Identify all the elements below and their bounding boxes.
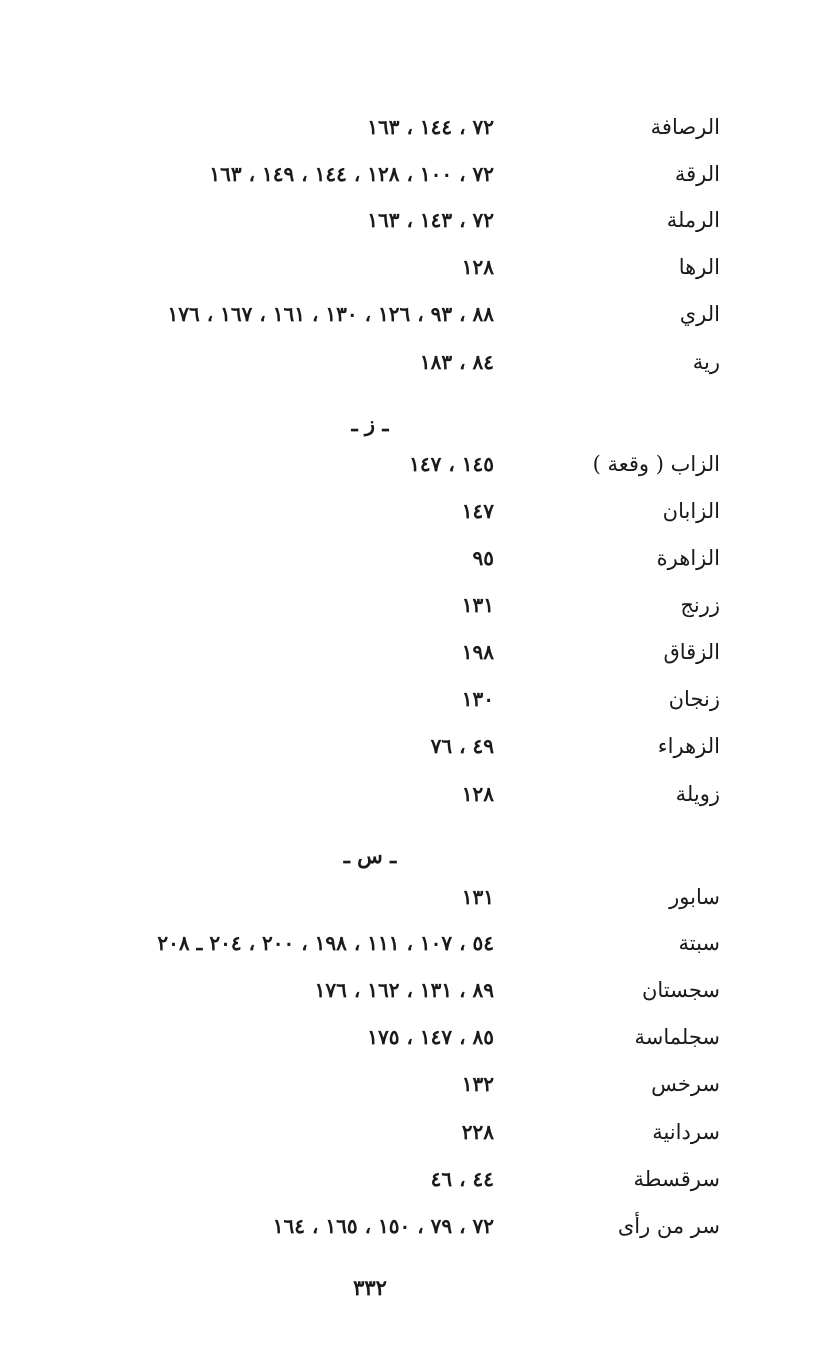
place-name: الزهراء [657,734,720,758]
place-name: زنجان [668,687,720,711]
place-name: الري [679,302,720,326]
index-entry [0,444,832,484]
section-heading-zay: ـ ز ـ [351,411,389,436]
place-name: سرخس [651,1072,720,1096]
page-references: ٧٢ ، ٧٩ ، ١٥٠ ، ١٦٥ ، ١٦٤ [272,1214,494,1238]
page-references: ٨٤ ، ١٨٣ [419,350,494,374]
page-references: ٨٩ ، ١٣١ ، ١٦٢ ، ١٧٦ [314,978,494,1002]
page-references: ١٢٨ [461,782,494,806]
place-name: الرها [678,255,720,279]
index-entry [0,774,832,814]
place-name: سر من رأى [617,1214,720,1238]
index-entry [0,726,832,766]
index-entry [0,585,832,625]
index-entry [0,294,832,334]
place-name: سجلماسة [634,1025,720,1049]
place-name: زرنج [680,593,720,617]
index-entry [0,1112,832,1152]
page-references: ١٣١ [461,885,494,909]
place-name: زويلة [675,782,720,806]
page-references: ٥٤ ، ١٠٧ ، ١١١ ، ١٩٨ ، ٢٠٠ ، ٢٠٤ ـ ٢٠٨ [157,931,494,955]
page-references: ٧٢ ، ١٠٠ ، ١٢٨ ، ١٤٤ ، ١٤٩ ، ١٦٣ [209,162,494,186]
index-entry [0,107,832,147]
place-name: الزاب ( وقعة ) [592,452,720,476]
page-number: ٣٣٢ [353,1275,387,1300]
page-references: ٢٢٨ [461,1120,494,1144]
index-entry [0,1017,832,1057]
index-entry [0,679,832,719]
index-entry [0,154,832,194]
place-name: سرقسطة [633,1167,720,1191]
place-name: الزقاق [663,640,720,664]
place-name: سبتة [678,931,720,955]
index-entry [0,200,832,240]
page-references: ١٩٨ [461,640,494,664]
index-entry [0,632,832,672]
index-entry [0,877,832,917]
page-references: ١٣٠ [461,687,494,711]
place-name: الرصافة [650,115,720,139]
place-name: الرملة [666,208,720,232]
place-name: رية [692,350,720,374]
page-references: ٤٩ ، ٧٦ [430,734,494,758]
place-name: سردانية [652,1120,720,1144]
index-entry [0,970,832,1010]
place-name: سابور [669,885,720,909]
index-entry [0,1206,832,1246]
page-references: ٨٥ ، ١٤٧ ، ١٧٥ [367,1025,494,1049]
page-references: ٧٢ ، ١٤٤ ، ١٦٣ [367,115,494,139]
page-references: ١٣٢ [461,1072,494,1096]
page-references: ١٢٨ [461,255,494,279]
index-entry [0,491,832,531]
place-name: الرقة [674,162,720,186]
section-heading-seen: ـ س ـ [343,843,397,868]
page-references: ١٤٥ ، ١٤٧ [409,452,494,476]
index-entry [0,1159,832,1199]
index-entry [0,247,832,287]
place-name: الزابان [662,499,720,523]
place-name: سجستان [641,978,720,1002]
index-entry [0,342,832,382]
place-name: الزاهرة [656,546,720,570]
page-references: ٤٤ ، ٤٦ [430,1167,494,1191]
page-references: ٧٢ ، ١٤٣ ، ١٦٣ [367,208,494,232]
index-entry [0,538,832,578]
page-references: ٩٥ [472,546,494,570]
index-entry [0,923,832,963]
index-entry [0,1064,832,1104]
page-references: ١٣١ [461,593,494,617]
page-references: ١٤٧ [461,499,494,523]
page-references: ٨٨ ، ٩٣ ، ١٢٦ ، ١٣٠ ، ١٦١ ، ١٦٧ ، ١٧٦ [167,302,494,326]
